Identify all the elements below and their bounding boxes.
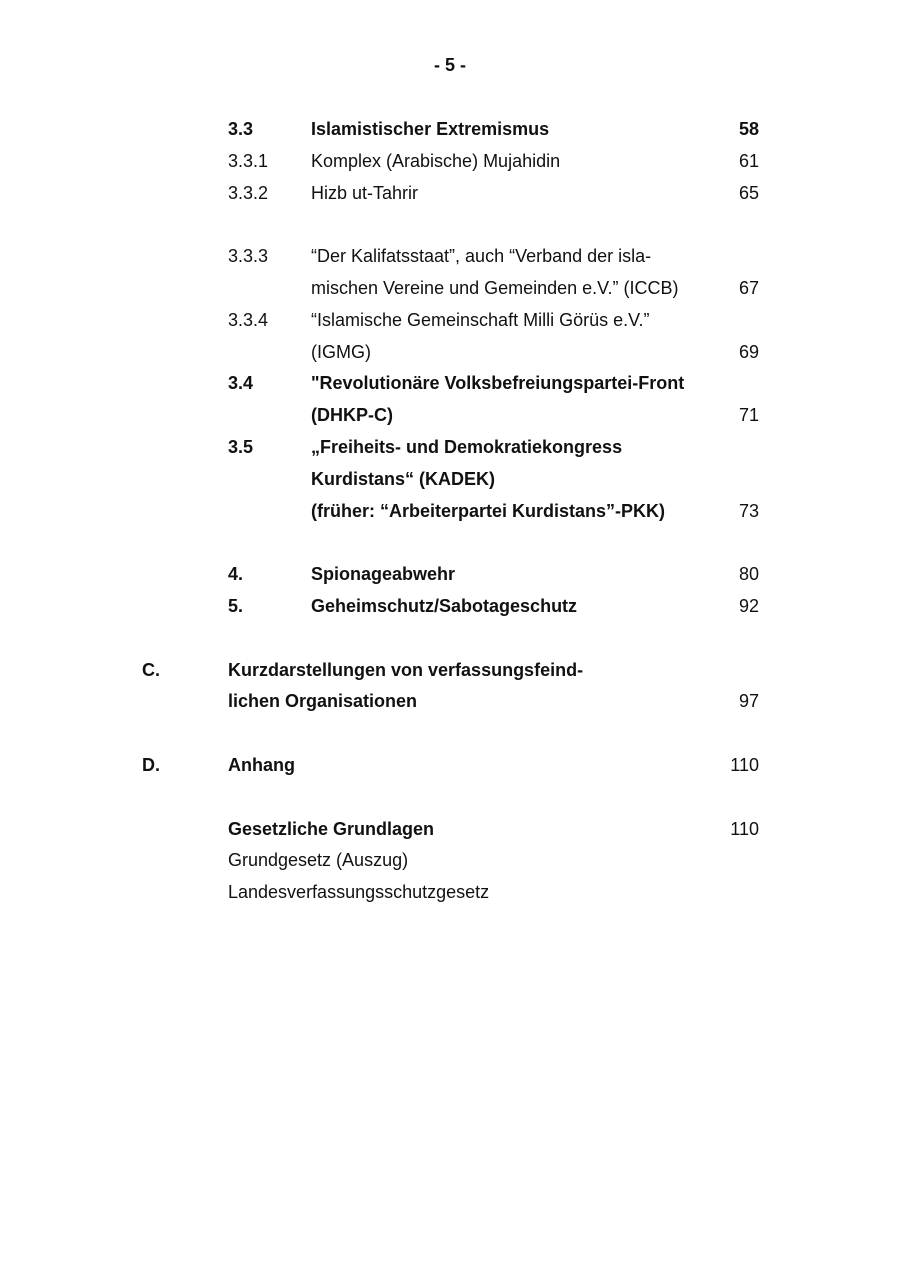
toc-entry xyxy=(0,114,900,146)
toc-entry-number: 3.4 xyxy=(228,373,254,394)
toc-entry-title: Anhang xyxy=(228,754,295,775)
toc-entry-number: 3.5 xyxy=(228,436,254,457)
toc-entry-page: 80 xyxy=(738,564,759,585)
toc-entry-continuation xyxy=(0,400,900,432)
toc-entry-title: (DHKP-C) xyxy=(311,405,393,426)
toc-entry-page: 65 xyxy=(738,182,759,203)
toc-entry-number: 5. xyxy=(228,595,244,616)
toc-entry-continuation xyxy=(0,686,900,718)
table-of-contents xyxy=(0,114,900,909)
toc-entry xyxy=(0,845,900,877)
toc-entry-title: Grundgesetz (Auszug) xyxy=(228,850,409,871)
toc-entry-title: Landesverfassungsschutzgesetz xyxy=(228,882,490,903)
toc-entry xyxy=(0,591,900,623)
toc-entry-continuation xyxy=(0,464,900,496)
toc-entry-title: „Freiheits- und Demokratiekongress xyxy=(311,436,623,457)
toc-entry-number: 3.3.2 xyxy=(228,182,269,203)
toc-spacer xyxy=(0,623,900,655)
toc-entry-number: 3.3.1 xyxy=(228,150,269,171)
toc-spacer xyxy=(0,209,900,241)
toc-entry-page: 110 xyxy=(730,754,759,775)
toc-entry-page: 73 xyxy=(738,500,759,521)
toc-entry-page: 69 xyxy=(738,341,759,362)
toc-entry xyxy=(0,877,900,909)
toc-entry-title: Islamistischer Extremismus xyxy=(311,119,550,139)
toc-entry-page: 61 xyxy=(738,150,759,171)
toc-entry-page: 67 xyxy=(738,277,759,298)
toc-entry-title: Geheimschutz/Sabotageschutz xyxy=(311,595,578,616)
page-number: - 5 - xyxy=(433,55,466,75)
toc-entry-number: 3.3.3 xyxy=(228,246,269,267)
toc-entry-continuation xyxy=(0,273,900,305)
toc-entry xyxy=(0,368,900,400)
toc-entry xyxy=(0,750,900,782)
toc-entry xyxy=(0,655,900,687)
toc-entry xyxy=(0,305,900,337)
toc-spacer xyxy=(0,782,900,814)
toc-entry-title: Kurzdarstellungen von verfassungsfeind- xyxy=(228,659,584,680)
toc-entry-continuation xyxy=(0,496,900,528)
toc-entry-title: “Islamische Gemeinschaft Milli Görüs e.V.” xyxy=(311,309,650,330)
toc-entry xyxy=(0,432,900,464)
toc-entry-title: Gesetzliche Grundlagen xyxy=(228,818,435,839)
toc-entry-number: 3.3.4 xyxy=(228,309,269,330)
toc-entry-page: 97 xyxy=(738,691,759,712)
toc-entry-title: lichen Organisationen xyxy=(228,691,418,712)
toc-entry-number: 4. xyxy=(228,564,244,585)
toc-entry-title: Komplex (Arabische) Mujahidin xyxy=(311,150,561,171)
toc-entry-page: 71 xyxy=(738,405,759,426)
toc-entry xyxy=(0,146,900,178)
toc-entry-number: D. xyxy=(142,754,160,775)
toc-entry-number: C. xyxy=(142,659,160,680)
toc-entry xyxy=(0,178,900,210)
toc-spacer xyxy=(0,718,900,750)
toc-entry-title: "Revolutionäre Volksbefreiungspartei-Front xyxy=(311,373,685,394)
toc-entry xyxy=(0,559,900,591)
toc-entry xyxy=(0,814,900,846)
toc-entry-page: 92 xyxy=(738,595,759,616)
toc-entry-title: (IGMG) xyxy=(311,341,371,362)
toc-entry-number: 3.3 xyxy=(228,119,254,139)
toc-entry xyxy=(0,241,900,273)
toc-entry-title: Spionageabwehr xyxy=(311,564,456,585)
toc-entry-page: 110 xyxy=(730,818,759,839)
toc-entry-title: Kurdistans“ (KADEK) xyxy=(311,468,496,489)
toc-entry-title: “Der Kalifatsstaat”, auch “Verband der isla- xyxy=(311,246,652,267)
toc-entry-page: 58 xyxy=(738,119,759,139)
toc-entry-title: Hizb ut-Tahrir xyxy=(311,182,419,203)
toc-entry-continuation xyxy=(0,337,900,369)
toc-entry-title: (früher: “Arbeiterpartei Kurdistans”-PKK) xyxy=(311,500,666,521)
toc-spacer xyxy=(0,527,900,559)
toc-entry-title: mischen Vereine und Gemeinden e.V.” (ICCB) xyxy=(311,277,679,298)
